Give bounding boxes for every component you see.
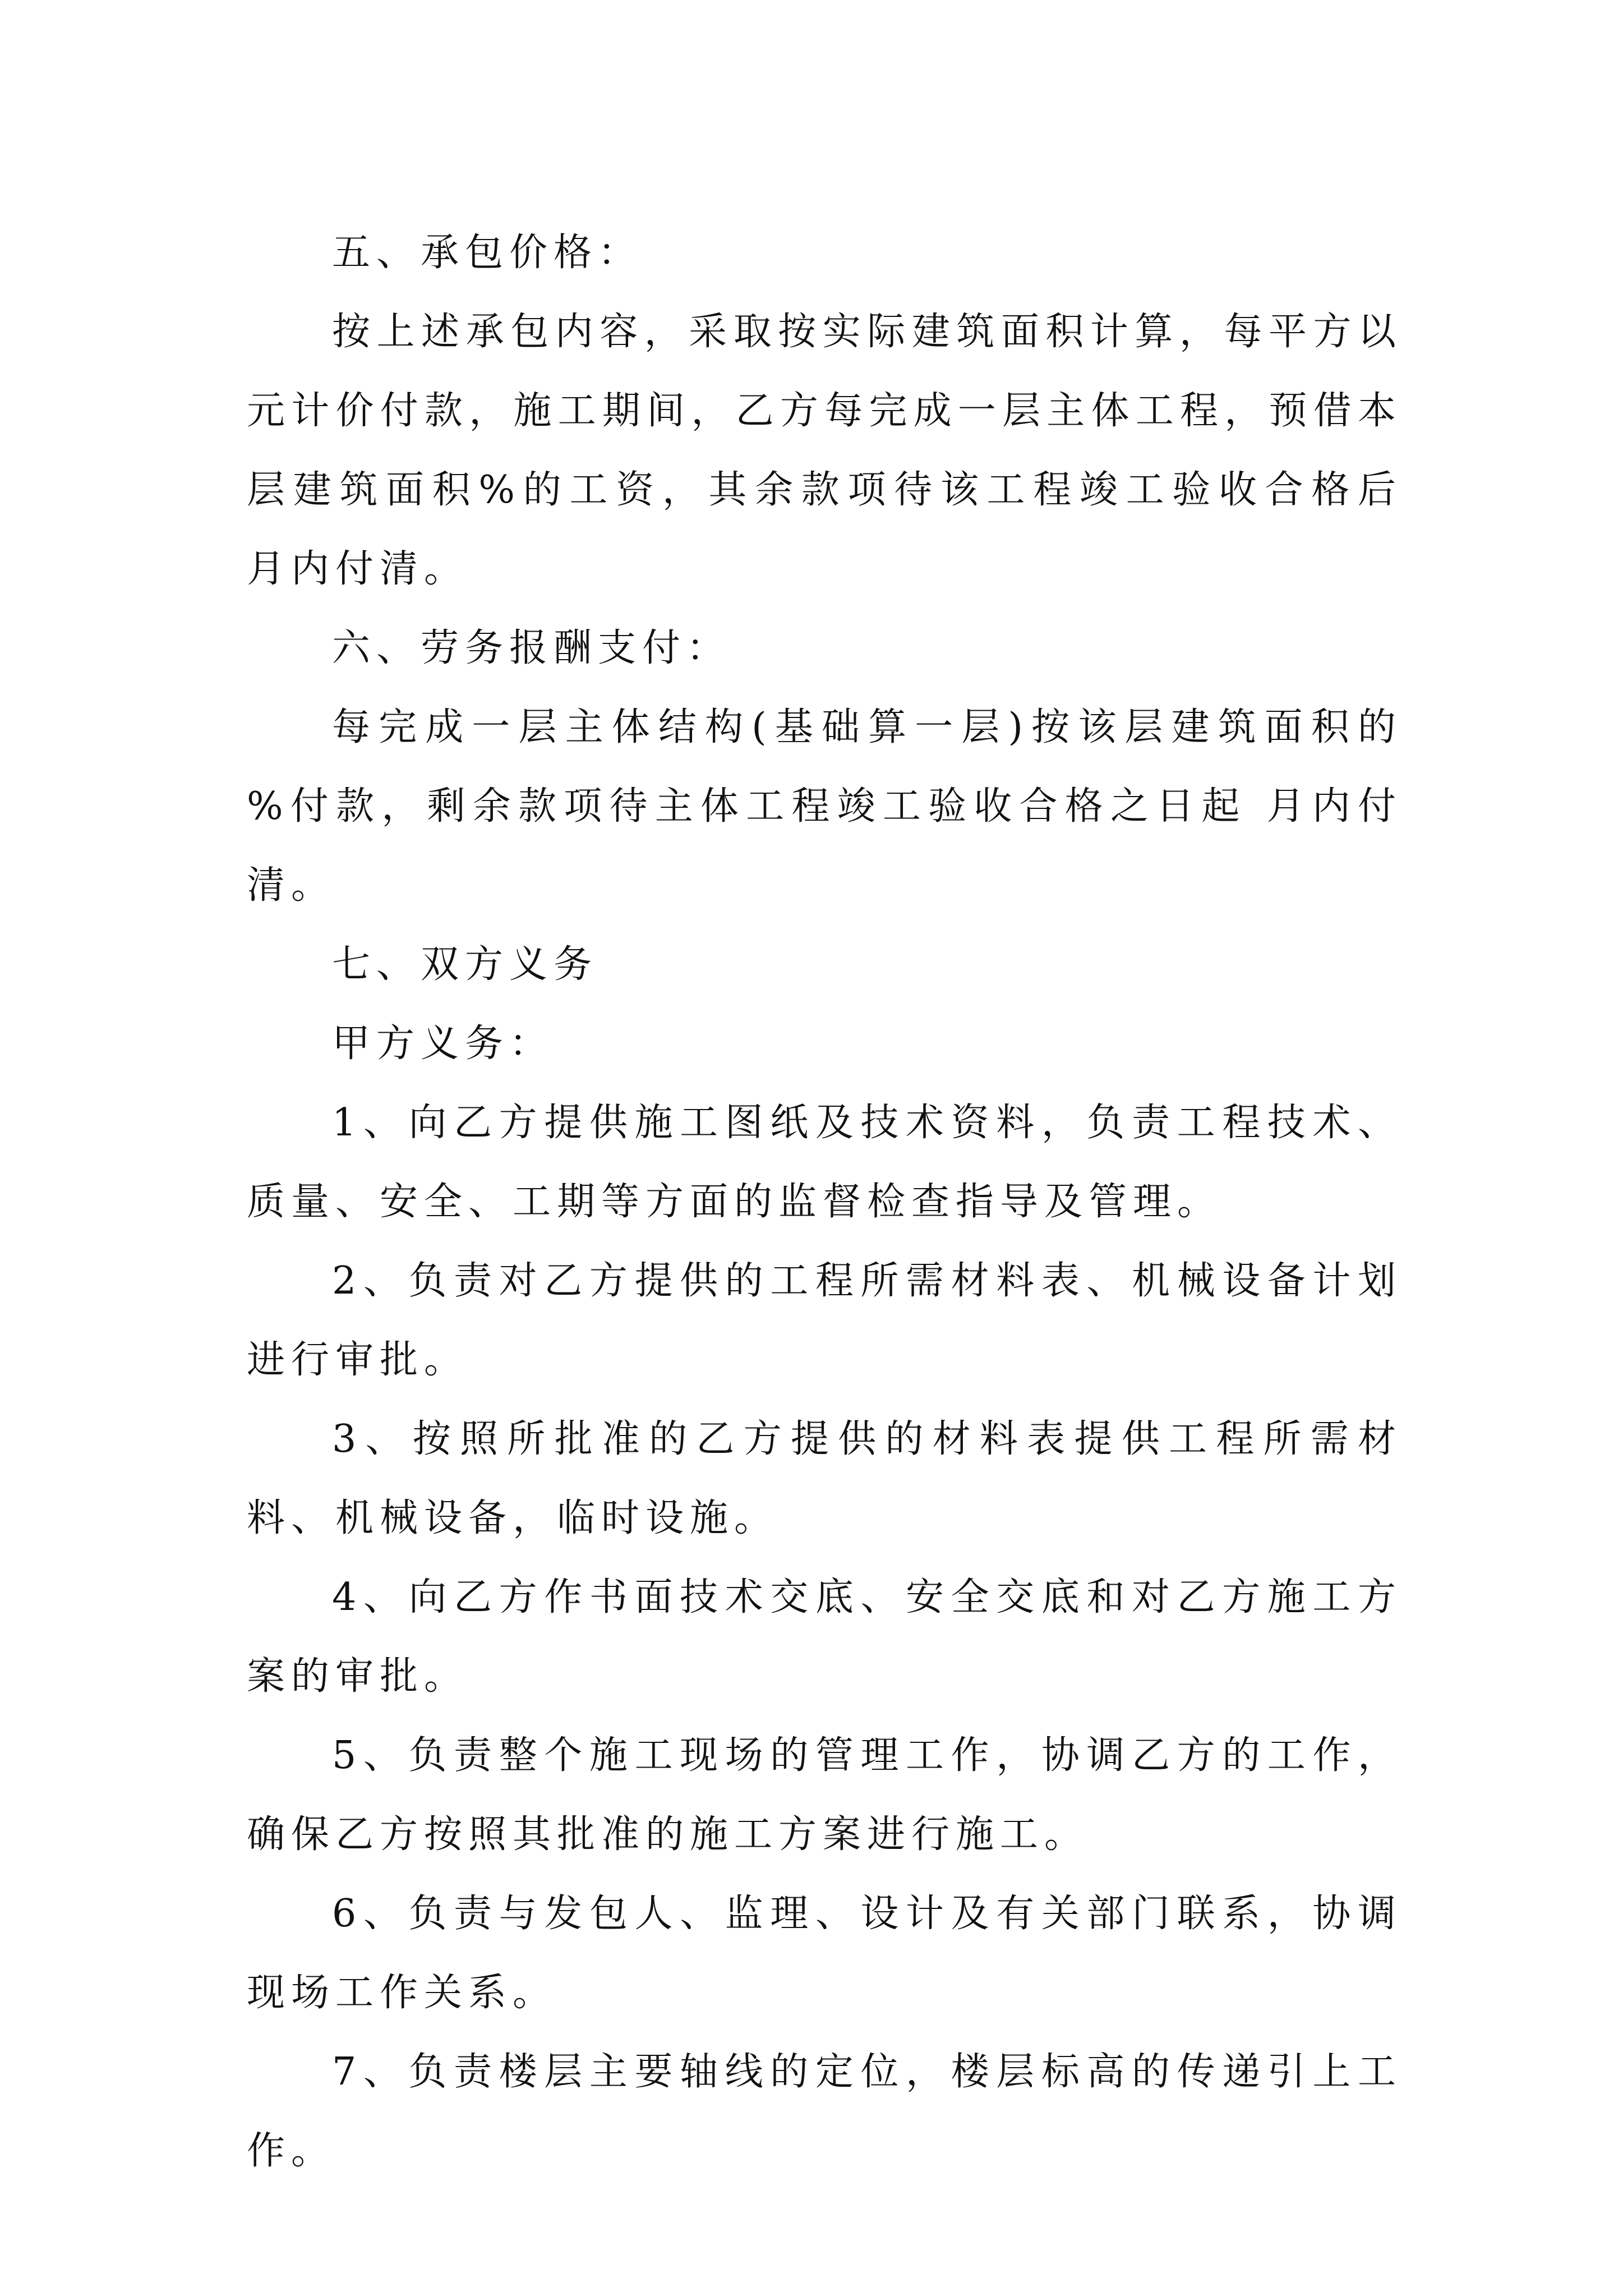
- subheading-party-a-obligations: 甲方义务：: [332, 1022, 554, 1066]
- section-heading-labor-payment: 六、劳务报酬支付：: [332, 626, 731, 670]
- section-heading-obligations: 七、双方义务: [332, 942, 598, 987]
- list-item-obligation-2: 2、负责对乙方提供的工程所需材料表、机械设备计划进行审批。: [247, 1259, 1402, 1382]
- list-item-obligation-6: 6、负责与发包人、监理、设计及有关部门联系，协调现场工作关系。: [247, 1892, 1402, 2015]
- section-heading-contract-price: 五、承包价格：: [332, 231, 643, 275]
- list-item-obligation-7: 7、负责楼层主要轴线的定位，楼层标高的传递引上工作。: [247, 2050, 1402, 2173]
- paragraph-labor-payment-terms: 每完成一层主体结构(基础算一层)按该层建筑面积的 %付款，剩余款项待主体工程竣工验收合格之日起 月内付清。: [247, 705, 1421, 908]
- document-body: [247, 213, 1421, 2191]
- list-item-obligation-5: 5、负责整个施工现场的管理工作，协调乙方的工作，确保乙方按照其批准的施工方案进行施工。: [247, 1733, 1402, 1857]
- list-item-obligation-4: 4、向乙方作书面技术交底、安全交底和对乙方施工方案的审批。: [247, 1575, 1402, 1699]
- list-item-obligation-1: 1、向乙方提供施工图纸及技术资料，负责工程技术、质量、安全、工期等方面的监督检查指导及管理。: [247, 1101, 1402, 1224]
- list-item-obligation-3: 3、按照所批准的乙方提供的材料表提供工程所需材料、机械设备，临时设施。: [247, 1417, 1402, 1540]
- paragraph-contract-price-terms: 按上述承包内容，采取按实际建筑面积计算，每平方以元计价付款，施工期间，乙方每完成一层主体工程，预借本层建筑面积%的工资，其余款项待该工程竣工验收合格后 月内付清。: [247, 310, 1421, 591]
